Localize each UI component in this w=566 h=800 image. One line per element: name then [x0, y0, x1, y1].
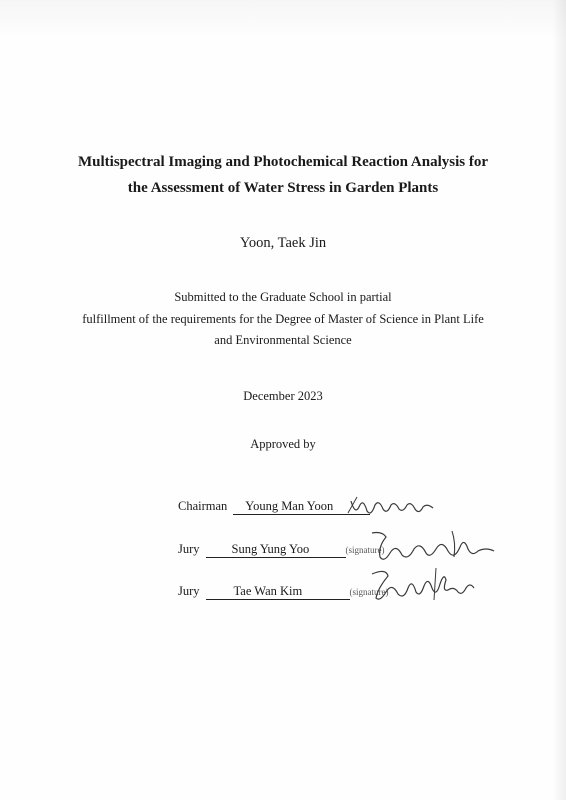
signature-placeholder: (signature): [349, 587, 389, 597]
committee-role: Jury: [178, 584, 200, 598]
submission-statement: [0, 287, 566, 352]
approved-by-label: Approved by: [250, 437, 316, 451]
submission-line-2: fulfillment of the requirements for the Degree of Master of Science in Plant Life: [82, 311, 484, 326]
jury-1-signature: [368, 527, 498, 567]
committee-row-jury-1: [178, 539, 385, 559]
committee-name-line: [206, 541, 346, 558]
committee-member-name: Sung Yung Yoo: [231, 542, 310, 556]
committee-name-line: [233, 498, 370, 515]
author-name: Yoon, Taek Jin: [239, 235, 327, 251]
committee-member-name: Tae Wan Kim: [233, 584, 303, 598]
submission-date: December 2023: [243, 389, 323, 403]
submission-line-1: Submitted to the Graduate School in partial: [174, 290, 392, 304]
committee-member-name: Young Man Yoon: [245, 499, 334, 513]
submission-line-3: and Environmental Science: [214, 333, 352, 347]
committee-name-line: [206, 583, 350, 600]
signature-placeholder: (signature): [345, 545, 385, 555]
committee-role: Chairman: [178, 499, 228, 513]
thesis-title-line-2: the Assessment of Water Stress in Garden Plants: [127, 180, 439, 196]
committee-role: Jury: [178, 542, 200, 556]
scan-top-shadow: [0, 0, 566, 40]
committee-row-chairman: [178, 496, 370, 516]
thesis-title: [0, 149, 566, 201]
thesis-title-line-1: Multispectral Imaging and Photochemical Reaction Analysis for: [78, 154, 488, 170]
committee-row-jury-2: [178, 581, 389, 601]
